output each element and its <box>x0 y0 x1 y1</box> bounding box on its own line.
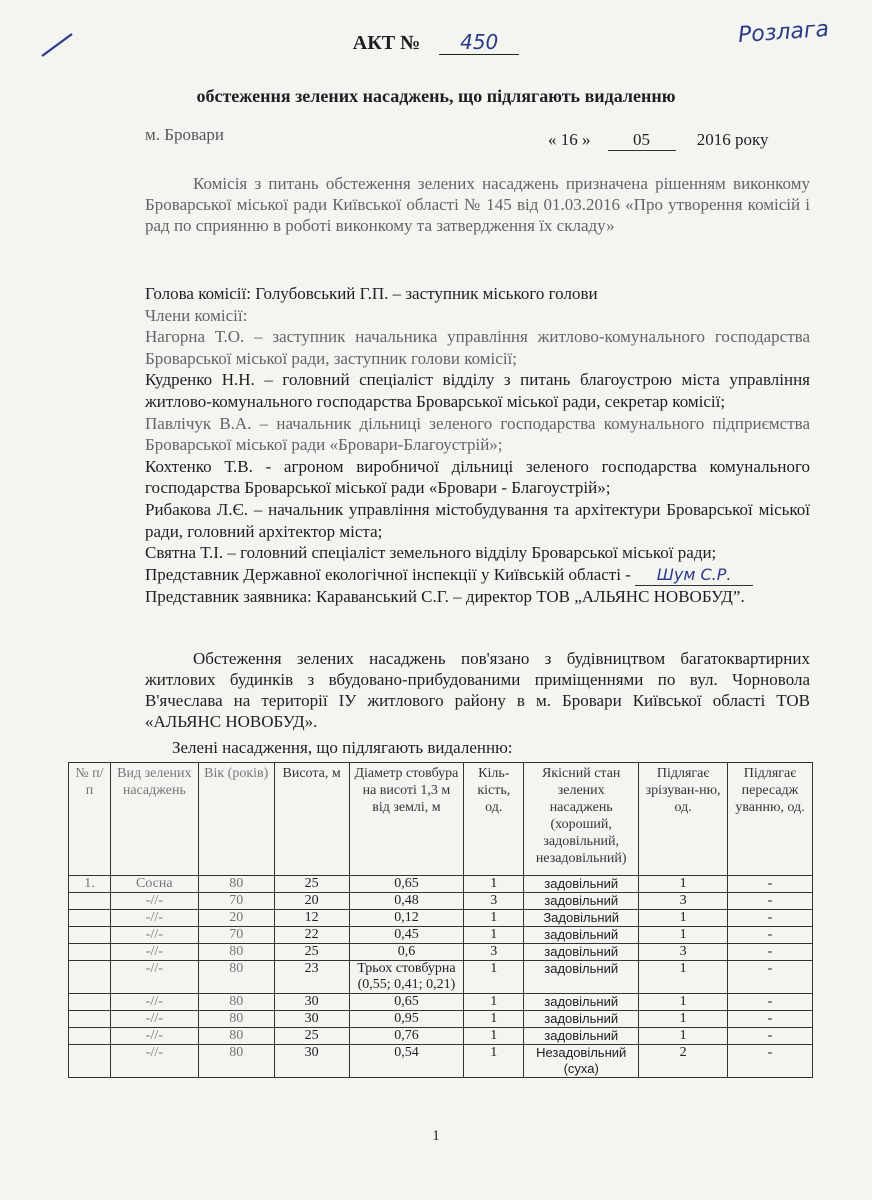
table-caption: Зелені насадження, що підлягають видаленню: <box>172 738 513 757</box>
cell-cut: 3 <box>639 944 728 961</box>
cell-transplant: - <box>728 1028 813 1045</box>
table-row <box>69 927 813 944</box>
cell-height: 25 <box>274 876 349 893</box>
table-header-row <box>69 763 813 876</box>
cell-count: 1 <box>464 1011 524 1028</box>
cell-condition: задовільний <box>524 876 639 893</box>
cell-condition: задовільний <box>524 893 639 910</box>
cell-diameter: 0,76 <box>349 1028 464 1045</box>
cell-number <box>69 944 111 961</box>
intro-paragraph: Комісія з питань обстеження зелених насаджень призначена рішенням виконкому Броварської міської ради Київської області № 145 від 01.03.2016 «Про утворення комісій і рад по сприянню в роботі виконкому та затвердження їх складу» <box>145 174 810 235</box>
cell-species: -//- <box>110 1045 198 1078</box>
cell-species: -//- <box>110 1011 198 1028</box>
cell-age: 80 <box>198 944 274 961</box>
commission-head: Голова комісії: Голубовський Г.П. – заступник міського голови <box>145 284 598 303</box>
cell-species: -//- <box>110 910 198 927</box>
cell-cut: 1 <box>639 1011 728 1028</box>
act-number: 450 <box>439 30 519 55</box>
cell-count: 1 <box>464 1045 524 1078</box>
cell-condition: Незадовільний (суха) <box>524 1045 639 1078</box>
cell-transplant: - <box>728 876 813 893</box>
cell-number <box>69 1045 111 1078</box>
cell-transplant: - <box>728 927 813 944</box>
cell-height: 25 <box>274 944 349 961</box>
table-row <box>69 961 813 994</box>
col-age-header: Вік (років) <box>198 763 274 876</box>
cell-age: 80 <box>198 1045 274 1078</box>
cell-condition: задовільний <box>524 927 639 944</box>
cell-cut: 1 <box>639 910 728 927</box>
cell-diameter: 0,54 <box>349 1045 464 1078</box>
cell-species: -//- <box>110 893 198 910</box>
cell-age: 70 <box>198 893 274 910</box>
eco-inspection-line: Представник Державної екологічної інспекції у Київській області - Шум С.Р. <box>145 564 810 587</box>
cell-height: 30 <box>274 1045 349 1078</box>
document-subtitle: обстеження зелених насаджень, що підлягають видаленню <box>196 86 676 106</box>
table-row <box>69 1028 813 1045</box>
cell-height: 12 <box>274 910 349 927</box>
cell-height: 20 <box>274 893 349 910</box>
date-year: 2016 року <box>696 130 769 149</box>
cell-transplant: - <box>728 961 813 994</box>
table-row <box>69 910 813 927</box>
table-row <box>69 944 813 961</box>
cell-species: -//- <box>110 994 198 1011</box>
commission-list <box>145 283 810 608</box>
cell-transplant: - <box>728 1011 813 1028</box>
cell-diameter: 0,95 <box>349 1011 464 1028</box>
cell-age: 80 <box>198 994 274 1011</box>
cell-number <box>69 994 111 1011</box>
cell-number <box>69 927 111 944</box>
col-cut-header: Підлягає зрізуван-ню, од. <box>639 763 728 876</box>
cell-transplant: - <box>728 944 813 961</box>
table-row <box>69 1045 813 1078</box>
table-row <box>69 994 813 1011</box>
members-label: Члени комісії: <box>145 305 248 325</box>
cell-count: 3 <box>464 944 524 961</box>
cell-species: Сосна <box>110 876 198 893</box>
cell-age: 80 <box>198 961 274 994</box>
col-species-header: Вид зелених насаджень <box>110 763 198 876</box>
cell-transplant: - <box>728 893 813 910</box>
cell-diameter: 0,6 <box>349 944 464 961</box>
member-item: Рибакова Л.Є. – начальник управління містобудування та архітектури Броварської міської ради, головний архітектор міста; <box>145 499 810 541</box>
cell-number <box>69 961 111 994</box>
date-day: « 16 » <box>548 130 591 149</box>
cell-transplant: - <box>728 1045 813 1078</box>
corner-handwritten-note: Розлага <box>737 16 830 49</box>
cell-height: 22 <box>274 927 349 944</box>
col-condition-header: Якісний стан зелених насаджень (хороший, задовільний, незадовільний) <box>524 763 639 876</box>
cell-number <box>69 893 111 910</box>
member-item: Павлічук В.А. – начальник дільниці зеленого господарства комунального підприємства Броварської міської ради «Бровари-Благоустрій»; <box>145 413 810 455</box>
cell-transplant: - <box>728 994 813 1011</box>
cell-cut: 1 <box>639 994 728 1011</box>
cell-condition: задовільний <box>524 1011 639 1028</box>
cell-height: 30 <box>274 994 349 1011</box>
member-item: Святна Т.І. – головний спеціаліст земельного відділу Броварської міської ради; <box>145 543 717 563</box>
cell-count: 1 <box>464 927 524 944</box>
survey-paragraph: Обстеження зелених насаджень пов'язано з будівництвом багатоквартирних житлових будинків з вбудовано-прибудованими приміщеннями по вул. Чорновола В'ячеслава на території ІУ житлового району в м. Бровари Київської області ТОВ «АЛЬЯНС НОВОБУД». <box>145 649 810 731</box>
table-row <box>69 876 813 893</box>
member-item: Нагорна Т.О. – заступник начальника управління житлово-комунального господарства Броварської міської ради, заступник голови комісії; <box>145 327 810 368</box>
cell-count: 1 <box>464 1028 524 1045</box>
cell-count: 1 <box>464 910 524 927</box>
act-label: АКТ № <box>352 32 421 54</box>
trees-table <box>68 762 813 1078</box>
col-diameter-header: Діаметр стовбура на висоті 1,3 м від землі, м <box>349 763 464 876</box>
cell-number <box>69 1011 111 1028</box>
cell-species: -//- <box>110 1028 198 1045</box>
table-row <box>69 1011 813 1028</box>
cell-condition: Задовільний <box>524 910 639 927</box>
cell-age: 80 <box>198 876 274 893</box>
member-item: Кудренко Н.Н. – головний спеціаліст відділу з питань благоустрою міста управління житлово-комунального господарства Броварської міської ради, секретар комісії; <box>145 370 810 411</box>
cell-cut: 1 <box>639 927 728 944</box>
cell-diameter: 0,65 <box>349 994 464 1011</box>
cell-number: 1. <box>69 876 111 893</box>
cell-species: -//- <box>110 927 198 944</box>
cell-count: 3 <box>464 893 524 910</box>
cell-condition: задовільний <box>524 1028 639 1045</box>
date-month: 05 <box>608 130 676 151</box>
cell-cut: 1 <box>639 961 728 994</box>
cell-condition: задовільний <box>524 961 639 994</box>
cell-species: -//- <box>110 944 198 961</box>
member-item: Кохтенко Т.В. - агроном виробничої дільниці зеленого господарства комунального господарства Броварської міської ради «Бровари - Благоустрій»; <box>145 456 810 498</box>
cell-age: 80 <box>198 1028 274 1045</box>
cell-cut: 1 <box>639 1028 728 1045</box>
city-name: м. Бровари <box>145 125 224 144</box>
col-transplant-header: Підлягає пересадж уванню, од. <box>728 763 813 876</box>
cell-diameter: 0,48 <box>349 893 464 910</box>
cell-number <box>69 910 111 927</box>
cell-count: 1 <box>464 961 524 994</box>
cell-transplant: - <box>728 910 813 927</box>
cell-count: 1 <box>464 994 524 1011</box>
table-row <box>69 893 813 910</box>
cell-cut: 2 <box>639 1045 728 1078</box>
cell-species: -//- <box>110 961 198 994</box>
page-number: 1 <box>432 1128 440 1144</box>
cell-diameter: Трьох стовбурна (0,55; 0,41; 0,21) <box>349 961 464 994</box>
applicant-line: Представник заявника: Караванський С.Г. – директор ТОВ „АЛЬЯНС НОВОБУД”. <box>145 587 745 607</box>
cell-height: 23 <box>274 961 349 994</box>
document-date <box>548 130 769 151</box>
cell-cut: 3 <box>639 893 728 910</box>
cell-condition: задовільний <box>524 944 639 961</box>
cell-cut: 1 <box>639 876 728 893</box>
cell-height: 30 <box>274 1011 349 1028</box>
cell-age: 80 <box>198 1011 274 1028</box>
col-number-header: № п/п <box>69 763 111 876</box>
cell-diameter: 0,45 <box>349 927 464 944</box>
cell-number <box>69 1028 111 1045</box>
col-height-header: Висота, м <box>274 763 349 876</box>
cell-age: 20 <box>198 910 274 927</box>
cell-diameter: 0,65 <box>349 876 464 893</box>
cell-height: 25 <box>274 1028 349 1045</box>
cell-diameter: 0,12 <box>349 910 464 927</box>
cell-count: 1 <box>464 876 524 893</box>
document-title <box>0 30 872 55</box>
eco-signature: Шум С.Р. <box>635 564 753 587</box>
cell-age: 70 <box>198 927 274 944</box>
cell-condition: задовільний <box>524 994 639 1011</box>
col-count-header: Кіль-кість, од. <box>464 763 524 876</box>
